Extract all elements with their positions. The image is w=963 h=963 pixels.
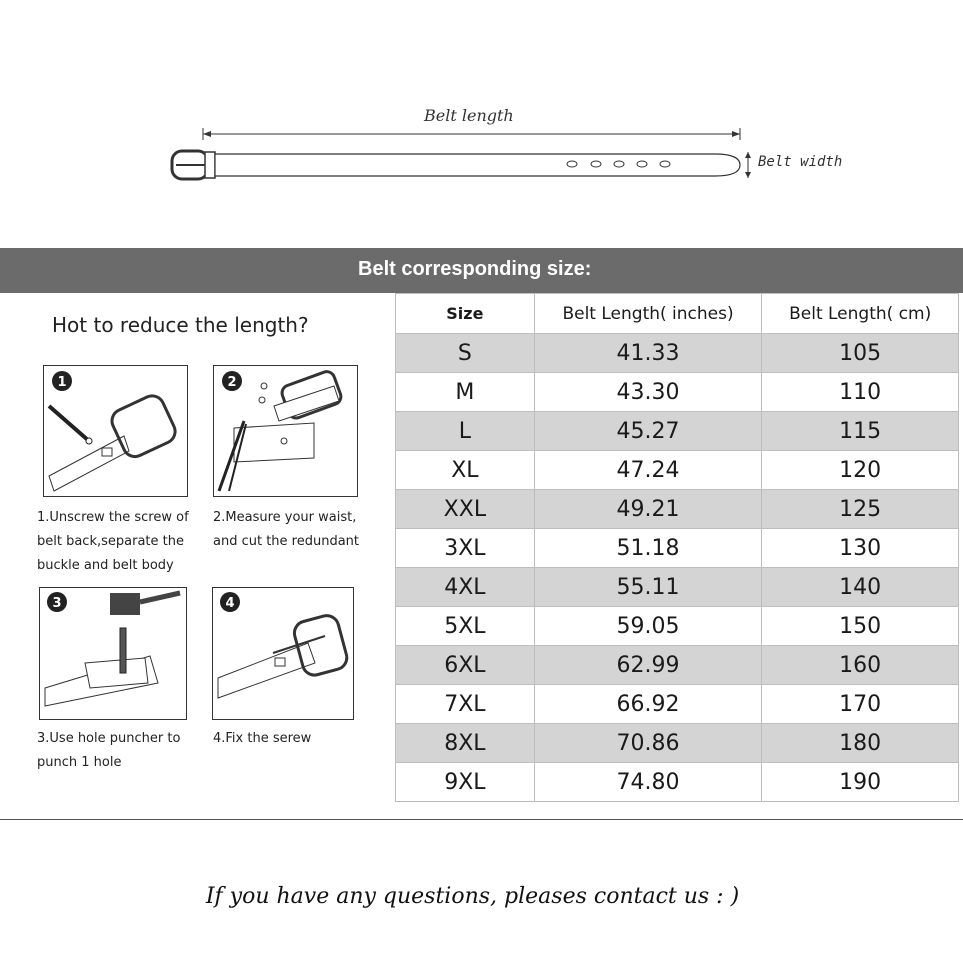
- table-row: [396, 529, 959, 568]
- cm-cell: 150: [762, 607, 959, 646]
- belt-width-label: Belt width: [758, 154, 843, 170]
- inches-cell: 59.05: [534, 607, 762, 646]
- cm-cell: 130: [762, 529, 959, 568]
- size-cell: XL: [396, 451, 535, 490]
- footer-note: If you have any questions, pleases contact us : ): [205, 884, 740, 909]
- size-cell: 8XL: [396, 724, 535, 763]
- inches-cell: 47.24: [534, 451, 762, 490]
- step-3-number: 3: [52, 596, 62, 611]
- table-row: [396, 373, 959, 412]
- cm-cell: 140: [762, 568, 959, 607]
- table-row: [396, 724, 959, 763]
- step-4-number: 4: [225, 596, 235, 611]
- size-cell: 7XL: [396, 685, 535, 724]
- table-row: [396, 490, 959, 529]
- size-cell: 4XL: [396, 568, 535, 607]
- header-length-inches: Belt Length( inches): [534, 294, 762, 334]
- inches-cell: 62.99: [534, 646, 762, 685]
- table-row: [396, 763, 959, 802]
- cm-cell: 180: [762, 724, 959, 763]
- size-cell: M: [396, 373, 535, 412]
- bottom-divider: [0, 819, 963, 820]
- inches-cell: 41.33: [534, 334, 762, 373]
- size-cell: 6XL: [396, 646, 535, 685]
- size-table: [395, 293, 959, 802]
- size-cell: 3XL: [396, 529, 535, 568]
- cm-cell: 115: [762, 412, 959, 451]
- step-2-caption: 2.Measure your waist, and cut the redundant: [213, 510, 360, 549]
- table-row: [396, 646, 959, 685]
- table-row: [396, 568, 959, 607]
- size-cell: XXL: [396, 490, 535, 529]
- banner-title: Belt corresponding size:: [358, 258, 592, 280]
- cm-cell: 120: [762, 451, 959, 490]
- step-2-illustration: [213, 365, 358, 497]
- cm-cell: 170: [762, 685, 959, 724]
- inches-cell: 49.21: [534, 490, 762, 529]
- step-4-illustration: [212, 587, 354, 720]
- belt-diagram: [0, 0, 963, 240]
- cm-cell: 110: [762, 373, 959, 412]
- size-cell: 9XL: [396, 763, 535, 802]
- inches-cell: 74.80: [534, 763, 762, 802]
- step-4-caption: 4.Fix the serew: [213, 731, 312, 746]
- inches-cell: 43.30: [534, 373, 762, 412]
- inches-cell: 66.92: [534, 685, 762, 724]
- size-banner: [0, 248, 963, 293]
- table-row: [396, 451, 959, 490]
- size-cell: S: [396, 334, 535, 373]
- cm-cell: 105: [762, 334, 959, 373]
- cm-cell: 190: [762, 763, 959, 802]
- inches-cell: 55.11: [534, 568, 762, 607]
- inches-cell: 70.86: [534, 724, 762, 763]
- belt-length-label: Belt length: [424, 106, 514, 125]
- header-size: Size: [396, 294, 535, 334]
- table-row: [396, 607, 959, 646]
- table-header-row: [396, 294, 959, 334]
- step-1-number: 1: [57, 375, 67, 390]
- cm-cell: 160: [762, 646, 959, 685]
- instructions-panel: [0, 293, 395, 820]
- table-row: [396, 334, 959, 373]
- step-3-caption: 3.Use hole puncher to punch 1 hole: [37, 731, 181, 770]
- size-cell: 5XL: [396, 607, 535, 646]
- table-row: [396, 412, 959, 451]
- table-row: [396, 685, 959, 724]
- instructions-heading: Hot to reduce the length?: [52, 313, 309, 337]
- inches-cell: 45.27: [534, 412, 762, 451]
- step-2-number: 2: [227, 375, 237, 390]
- step-1-illustration: [43, 365, 188, 497]
- header-length-cm: Belt Length( cm): [762, 294, 959, 334]
- step-3-illustration: [39, 587, 187, 720]
- size-cell: L: [396, 412, 535, 451]
- inches-cell: 51.18: [534, 529, 762, 568]
- cm-cell: 125: [762, 490, 959, 529]
- step-1-caption: 1.Unscrew the screw of belt back,separate the buckle and belt body: [37, 510, 189, 573]
